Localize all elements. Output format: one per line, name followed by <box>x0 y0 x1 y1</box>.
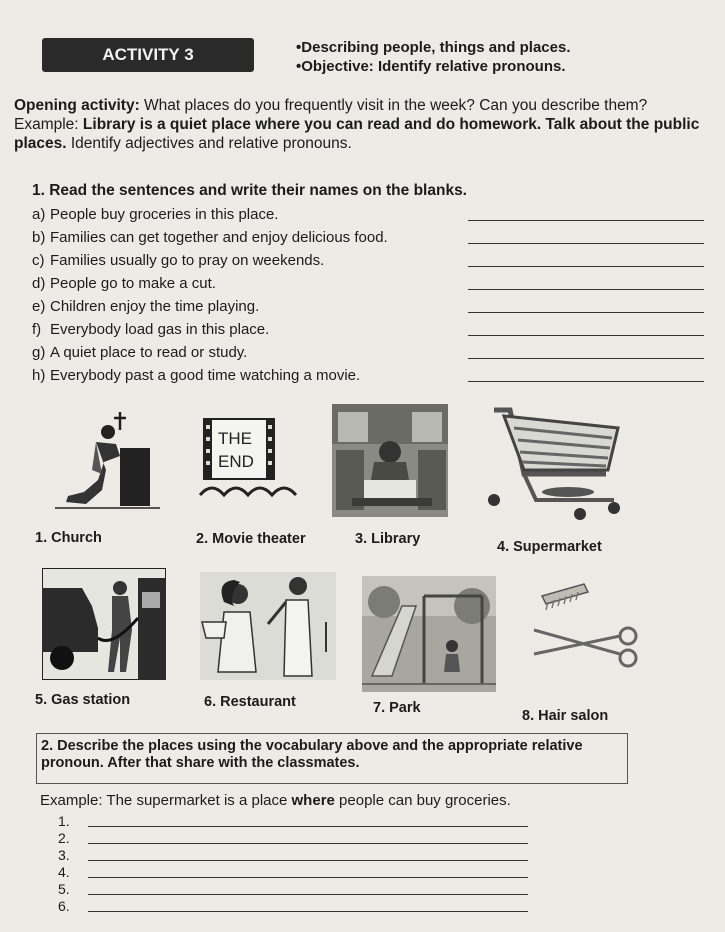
exercise-1-item-b <box>32 223 712 246</box>
answer-row-2 <box>58 829 528 846</box>
item-text: Everybody load gas in this place. <box>50 321 270 338</box>
item-text: People go to make a cut. <box>50 275 216 292</box>
exercise-1-item-g <box>32 338 712 361</box>
exercise-1-list <box>32 200 712 384</box>
exercise-1-item-c <box>32 246 712 269</box>
movie-sign-line-1: THE <box>218 429 252 448</box>
exercise-1-item-e <box>32 292 712 315</box>
opening-text-2: Identify adjectives and relative pronouns. <box>66 135 352 152</box>
restaurant-illustration <box>200 572 336 680</box>
item-letter: e) <box>32 298 46 315</box>
movie-sign-line-2: END <box>218 452 254 471</box>
item-text: Children enjoy the time playing. <box>50 298 260 315</box>
caption-movie-theater: 2. Movie theater <box>196 531 306 547</box>
exercise-1-item-a <box>32 200 712 223</box>
objectives-list <box>296 38 571 76</box>
church-illustration <box>40 400 165 515</box>
answer-row-4 <box>58 863 528 880</box>
supermarket-cart-illustration <box>480 404 625 522</box>
item-text: Families can get together and enjoy delicious food. <box>50 229 388 246</box>
answer-blank[interactable] <box>88 894 528 895</box>
answer-blank[interactable] <box>468 266 704 267</box>
gas-station-illustration <box>42 568 166 680</box>
exercise-2-example <box>40 792 511 809</box>
park-illustration <box>362 576 496 692</box>
item-letter: a) <box>32 206 46 223</box>
caption-church: 1. Church <box>35 530 102 546</box>
item-text: People buy groceries in this place. <box>50 206 279 223</box>
item-letter: h) <box>32 367 46 384</box>
item-letter: f) <box>32 321 42 338</box>
opening-activity <box>14 96 714 153</box>
exercise-1-item-d <box>32 269 712 292</box>
exercise-1-item-f <box>32 315 712 338</box>
caption-library: 3. Library <box>355 531 421 547</box>
library-illustration <box>332 404 448 517</box>
opening-lead: Opening activity: <box>14 97 140 114</box>
example-prefix: Example: The supermarket is a place <box>40 792 292 809</box>
answer-number: 3. <box>58 847 70 863</box>
answer-blank[interactable] <box>468 312 704 313</box>
caption-restaurant: 6. Restaurant <box>204 694 296 710</box>
answer-row-1 <box>58 812 528 829</box>
answer-blank[interactable] <box>88 860 528 861</box>
opening-text-1: What places do you frequently visit in the week? Can you describe them? Example: <box>14 97 648 133</box>
exercise-1-item-h <box>32 361 712 384</box>
answer-blank[interactable] <box>468 289 704 290</box>
answer-blank[interactable] <box>468 220 704 221</box>
movie-theater-illustration <box>196 415 302 497</box>
item-letter: b) <box>32 229 46 246</box>
answer-blank[interactable] <box>468 381 704 382</box>
answer-number: 1. <box>58 813 70 829</box>
answer-blank[interactable] <box>468 335 704 336</box>
example-keyword: where <box>291 792 335 809</box>
answer-number: 6. <box>58 898 70 914</box>
activity-badge: ACTIVITY 3 <box>42 38 254 72</box>
objective-bullet-2: • Objective: Identify relative pronouns. <box>296 57 571 76</box>
caption-gas-station: 5. Gas station <box>35 692 131 708</box>
item-letter: g) <box>32 344 46 361</box>
item-text: Families usually go to pray on weekends. <box>50 252 325 269</box>
answer-number: 2. <box>58 830 70 846</box>
answer-number: 5. <box>58 881 70 897</box>
caption-supermarket: 4. Supermarket <box>497 539 602 555</box>
answer-blank[interactable] <box>88 843 528 844</box>
answer-row-6 <box>58 897 528 914</box>
exercise-1-title: 1. Read the sentences and write their names on the blanks. <box>32 182 467 199</box>
exercise-2-answers <box>58 812 528 914</box>
caption-park: 7. Park <box>373 700 421 716</box>
answer-blank[interactable] <box>468 358 704 359</box>
exercise-2-title: 2. Describe the places using the vocabulary above and the appropriate relative pronoun. After that share with the classmates. <box>36 734 628 784</box>
hair-salon-illustration <box>524 580 644 680</box>
caption-hair-salon: 8. Hair salon <box>522 708 609 724</box>
objective-bullet-1: • Describing people, things and places. <box>296 38 571 57</box>
answer-blank[interactable] <box>468 243 704 244</box>
item-letter: c) <box>32 252 45 269</box>
item-text: Everybody past a good time watching a movie. <box>50 367 361 384</box>
answer-number: 4. <box>58 864 70 880</box>
answer-blank[interactable] <box>88 877 528 878</box>
item-letter: d) <box>32 275 46 292</box>
answer-row-3 <box>58 846 528 863</box>
answer-row-5 <box>58 880 528 897</box>
opening-example: Library is a quiet place where you can read and do homework. Talk about the public places. <box>14 116 700 152</box>
example-suffix: people can buy groceries. <box>334 792 511 809</box>
answer-blank[interactable] <box>88 911 528 912</box>
answer-blank[interactable] <box>88 826 528 827</box>
item-text: A quiet place to read or study. <box>50 344 248 361</box>
